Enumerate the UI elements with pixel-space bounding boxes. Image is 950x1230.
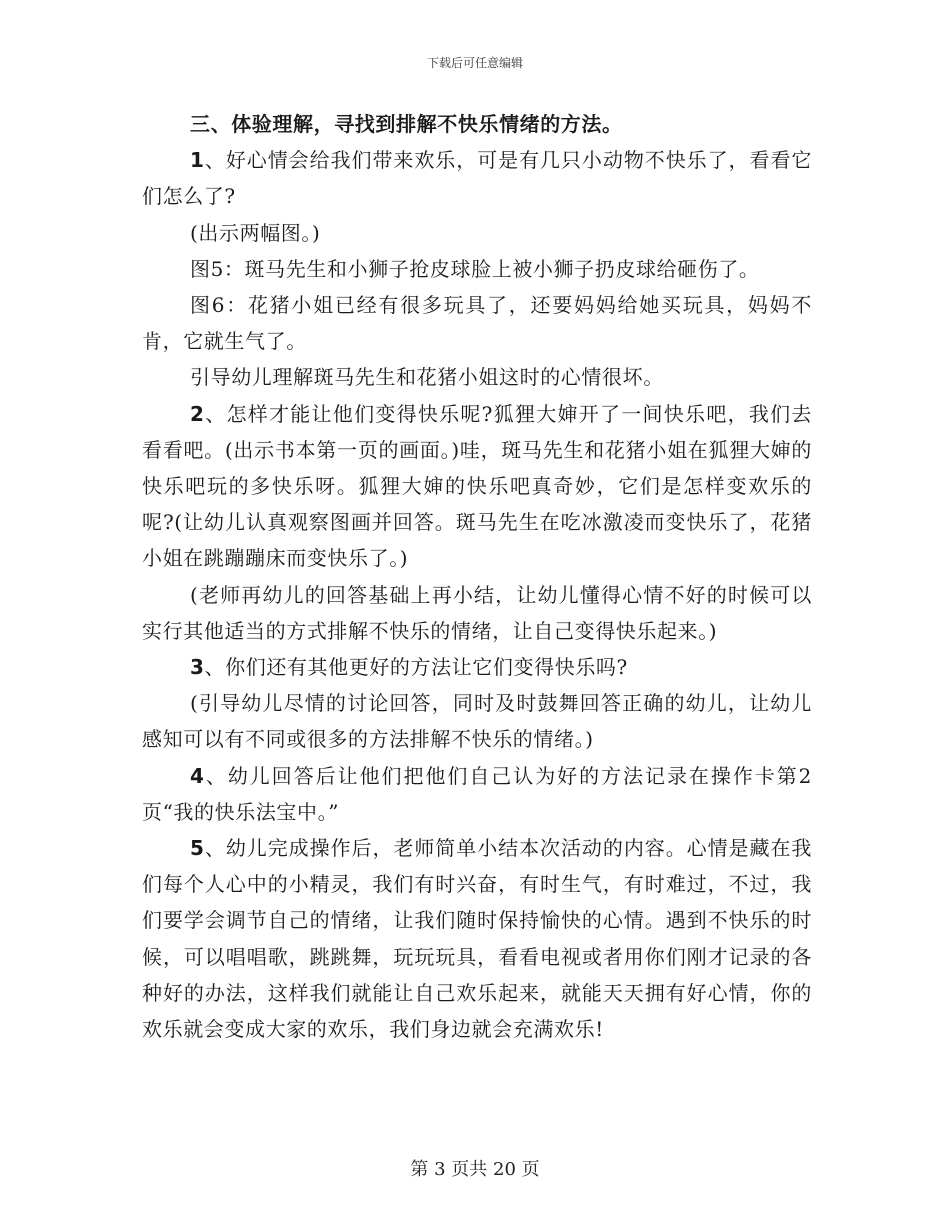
paragraph-text: 、幼儿回答后让他们把他们自己认为好的方法记录在操作卡第2页“我的快乐法宝中。”: [142, 763, 812, 824]
paragraph-text: 、怎样才能让他们变得快乐呢?狐狸大婶开了一间快乐吧，我们去看看吧。(出示书本第一页的画面。)哇，斑马先生和花猪小姐在狐狸大婶的快乐吧玩的多快乐呀。狐狸大婶的快乐吧真奇妙，它们是怎样变欢乐的呢?(让幼儿认真观察图画并回答。斑马先生在吃冰激凌而变快乐了，花猪小姐在跳蹦蹦床而变快乐了。): [142, 401, 812, 571]
step-number: 1: [190, 148, 205, 173]
paragraph-text: 图5：斑马先生和小狮子抢皮球脸上被小狮子扔皮球给砸伤了。: [190, 256, 760, 281]
step-number: 4: [190, 763, 205, 788]
paragraph-text: (出示两幅图。): [190, 220, 321, 245]
guidance-paragraph: [142, 359, 812, 395]
step-1-paragraph: [142, 142, 812, 214]
paragraph-text: 图6：花猪小姐已经有很多玩具了，还要妈妈给她买玩具，妈妈不肯，它就生气了。: [142, 293, 812, 354]
paragraph-text: 引导幼儿理解斑马先生和花猪小姐这时的心情很坏。: [190, 365, 664, 390]
step-2-paragraph: [142, 396, 812, 577]
step-number: 3: [190, 655, 205, 680]
teacher-summary-paragraph: [142, 577, 812, 649]
paragraph-text: 、好心情会给我们带来欢乐，可是有几只小动物不快乐了，看看它们怎么了?: [142, 148, 812, 209]
paragraph-text: 、幼儿完成操作后，老师简单小结本次活动的内容。心情是藏在我们每个人心中的小精灵，我们有时兴奋，有时生气，有时难过，不过，我们要学会调节自己的情绪，让我们随时保持愉快的心情。遇到不快乐的时候，可以唱唱歌，跳跳舞，玩玩玩具，看看电视或者用你们刚才记录的各种好的办法，这样我们就能让自己欢乐起来，就能天天拥有好心情，你的欢乐就会变成大家的欢乐，我们身边就会充满欢乐!: [142, 836, 812, 1042]
show-pictures-note: [142, 215, 812, 251]
step-5-paragraph: [142, 830, 812, 1047]
step-3-paragraph: [142, 649, 812, 685]
page-header: 下载后可任意编辑: [426, 56, 523, 70]
paragraph-text: 、你们还有其他更好的方法让它们变得快乐吗?: [204, 655, 628, 680]
discussion-paragraph: [142, 685, 812, 757]
paragraph-text: (老师再幼儿的回答基础上再小结，让幼儿懂得心情不好的时候可以实行其他适当的方式排解不快乐的情绪，让自己变得快乐起来。): [142, 582, 812, 643]
step-4-paragraph: [142, 758, 812, 830]
step-number: 5: [190, 836, 205, 861]
figure-6-description: [142, 287, 812, 359]
section-heading-text: 三、体验理解，寻找到排解不快乐情绪的方法。: [190, 112, 623, 136]
section-heading: [142, 106, 812, 142]
figure-5-description: [142, 251, 812, 287]
document-body: [142, 106, 812, 1047]
step-number: 2: [190, 401, 205, 426]
paragraph-text: (引导幼儿尽情的讨论回答，同时及时鼓舞回答正确的幼儿，让幼儿感知可以有不同或很多的方法排解不快乐的情绪。): [142, 691, 812, 752]
page-footer: 第 3 页共 20 页: [410, 1159, 540, 1180]
